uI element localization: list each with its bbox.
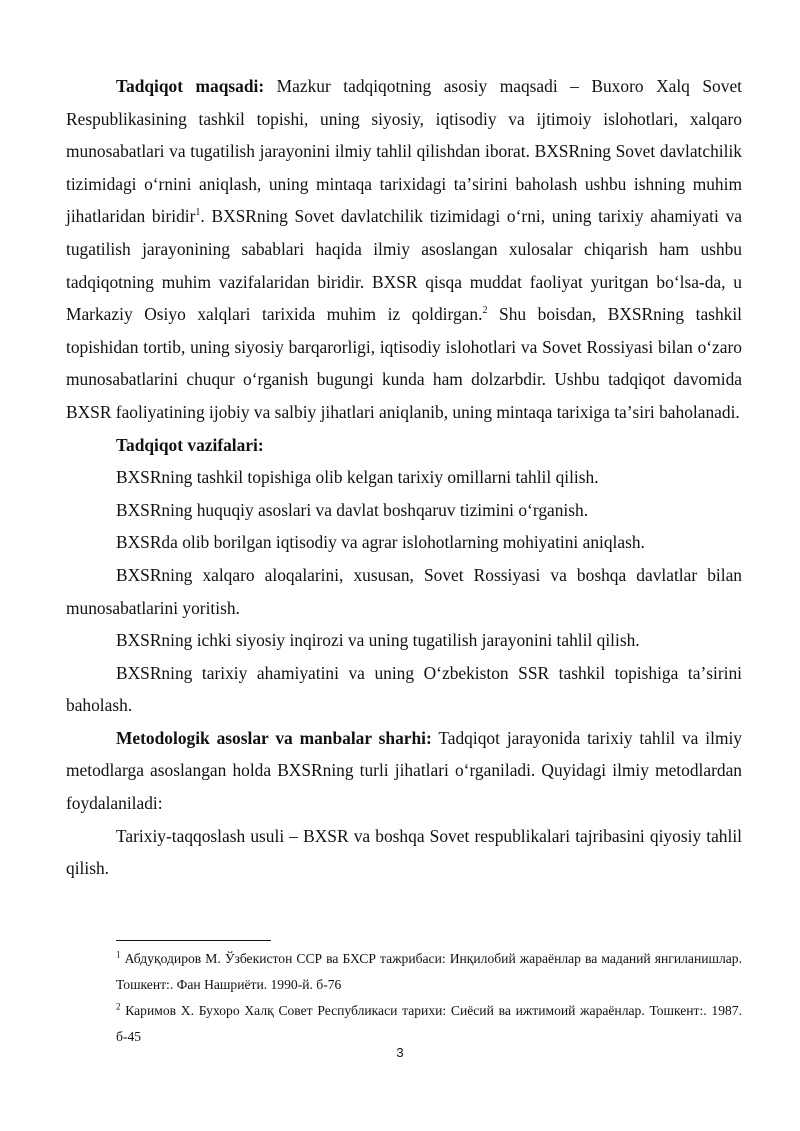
task-item: BXSRning huquqiy asoslari va davlat boshqaruv tizimini oʻrganish.	[116, 499, 589, 520]
goal-heading: Tadqiqot maqsadi:	[116, 76, 265, 96]
task-item: BXSRda olib borilgan iqtisodiy va agrar islohotlarning mohiyatini aniqlash.	[116, 532, 645, 553]
footnote-separator	[116, 940, 271, 941]
goal-text-part-1: Mazkur tadqiqotning asosiy maqsadi – Buxoro Xalq Sovet Respublikasining tashkil topishi, uning siyosiy, iqtisodiy va ijtimoiy islohotlari, xalqaro munosabatlari va tugatilish jarayonini ilmiy tahlil qilishdan iborat. BXSRning Sovet davlatchilik tizimidagi oʻrnini aniqlash, uning mintaqa tarixidagi taʼsirini baholash ushbu ishning muhim jihatlaridan biridir	[66, 76, 742, 227]
goal-paragraph	[66, 70, 742, 429]
footnote-mark-1: 1	[116, 949, 121, 960]
page-number: 3	[396, 1045, 404, 1060]
methods-heading: Metodologik asoslar va manbalar sharhi:	[116, 727, 432, 748]
footnote-ref-2: 2	[482, 305, 488, 317]
goal-text-part-2: . BXSRning Sovet davlatchilik tizimidagi oʻrni, uning tarixiy ahamiyati va tugatilish jarayonining sabablari haqida ilmiy asoslangan xulosalar chiqarish ham ushbu tadqiqotning muhim vazifalaridan biridir. BXSR qisqa muddat faoliyat yuritgan boʻlsa-da, u Markaziy Osiyo xalqlari tarixida muhim iz qoldirgan.	[66, 206, 742, 325]
footnote-text-1: Абдуқодиров М. Ўзбекистон ССР ва БХСР тажрибаси: Инқилобий жараёнлар ва маданий янгиланишлар. Тошкент:. Фан Нашриёти. 1990-й. б-76	[116, 951, 742, 992]
goal-text-part-3: Shu boisdan, BXSRning tashkil topishidan tortib, uning siyosiy barqarorligi, iqtisodiy islohotlari va Sovet Rossiyasi bilan oʻzaro munosabatlarini chuqur oʻrganish bugungi kunda ham dolzarbdir. Ushbu tadqiqot davomida BXSR faoliyatining ijobiy va salbiy jihatlari aniqlanib, uning mintaqa tarixiga taʼsiri baholanadi.	[66, 304, 743, 422]
footnotes	[116, 946, 742, 1050]
task-item: BXSRning ichki siyosiy inqirozi va uning tugatilish jarayonini tahlil qilish.	[116, 630, 640, 651]
footnote-mark-2: 2	[116, 1001, 121, 1012]
methods-text: Tadqiqot jarayonida tarixiy tahlil va ilmiy metodlarga asoslangan holda BXSRning turli jihatlari oʻrganiladi. Quyidagi ilmiy metodlardan foydalaniladi:	[66, 727, 742, 814]
document-body	[66, 70, 742, 885]
method-item: Tarixiy-taqqoslash usuli – BXSR va boshqa Sovet respublikalari tajribasini qiyosiy tahlil qilish.	[66, 825, 742, 879]
task-item: BXSRning tashkil topishiga olib kelgan tarixiy omillarni tahlil qilish.	[116, 467, 599, 488]
footnote-2	[116, 998, 742, 1050]
tasks-heading: Tadqiqot vazifalari:	[116, 434, 264, 455]
footnote-ref-1: 1	[195, 207, 201, 219]
footnote-text-2: Каримов Х. Бухоро Халқ Совет Республикаси тарихи: Сиёсий ва ижтимоий жараёнлар. Тошкент:. 1987. б-45	[116, 1003, 742, 1044]
footnote-1	[116, 946, 742, 998]
task-item: BXSRning tarixiy ahamiyatini va uning Oʻzbekiston SSR tashkil topishiga taʼsirini baholash.	[66, 662, 742, 716]
methods-paragraph	[66, 722, 742, 820]
task-item: BXSRning xalqaro aloqalarini, xususan, Sovet Rossiyasi va boshqa davlatlar bilan munosabatlarini yoritish.	[66, 564, 742, 618]
